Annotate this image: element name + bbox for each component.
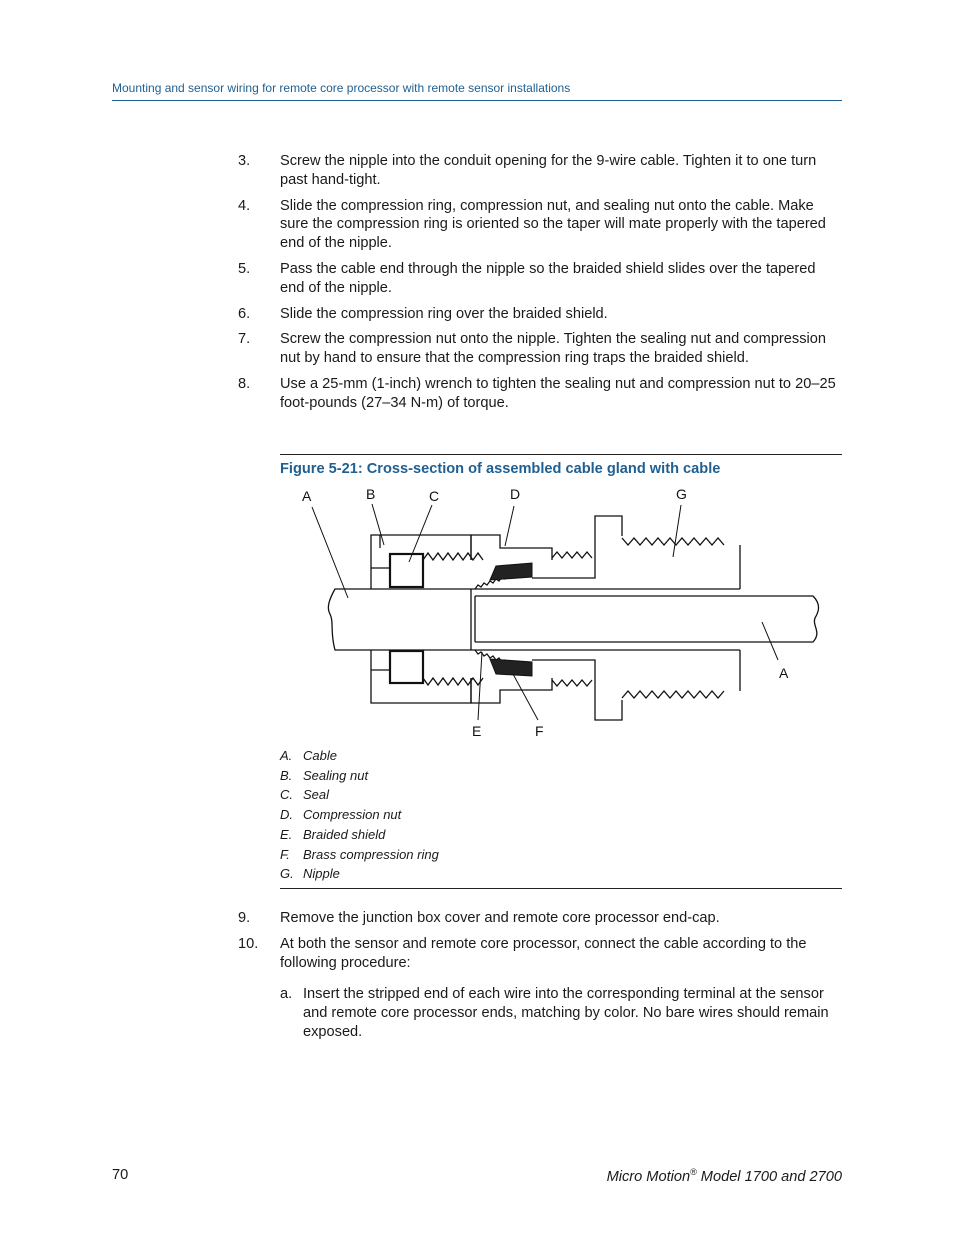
- legend-label: Cable: [303, 748, 337, 763]
- step-item: [238, 909, 842, 928]
- figure-title: Figure 5-21: Cross-section of assembled cable gland with cable: [280, 461, 721, 477]
- callout-d: D: [510, 486, 521, 502]
- step-number: 9.: [238, 910, 251, 926]
- step-text: Pass the cable end through the nipple so the braided shield slides over the tapered end of the nipple.: [280, 260, 816, 296]
- legend-item: [280, 785, 439, 805]
- step-text: Slide the compression ring, compression nut, and sealing nut onto the cable. Make sure the compression ring is oriented so the taper will mate properly with the tapered end of the nipple.: [280, 197, 826, 252]
- callout-b: B: [366, 486, 376, 502]
- footer-registered-mark: ®: [690, 1167, 697, 1177]
- steps-list-before: [238, 152, 842, 420]
- callout-e: E: [472, 723, 482, 739]
- compression-ring-top: [490, 563, 532, 580]
- page-number: 70: [112, 1167, 129, 1183]
- legend-item: [280, 864, 439, 884]
- steps-list-after: [238, 909, 842, 1042]
- substep-item: [280, 985, 842, 1041]
- step-item: [238, 152, 842, 190]
- legend-label: Compression nut: [303, 807, 402, 823]
- step-number: 3.: [238, 153, 251, 169]
- legend-key: G.: [280, 866, 294, 882]
- substep-number: a.: [280, 986, 293, 1003]
- legend-label: Nipple: [303, 866, 340, 882]
- step-text: At both the sensor and remote core processor, connect the cable according to the following procedure:: [280, 935, 807, 971]
- callout-a-right: A: [779, 665, 789, 681]
- seal-bottom: [390, 651, 423, 683]
- step-text: Remove the junction box cover and remote core processor end-cap.: [280, 910, 720, 926]
- legend-label: Seal: [303, 787, 330, 803]
- step-item: [238, 197, 842, 253]
- legend-key: B.: [280, 767, 293, 783]
- legend-label: Braided shield: [303, 826, 386, 842]
- legend-key: F.: [280, 846, 290, 862]
- callout-a-top: A: [302, 488, 312, 504]
- callout-c: C: [429, 488, 440, 504]
- running-header: Mounting and sensor wiring for remote core processor with remote sensor installations: [112, 81, 571, 95]
- footer-brand: Micro Motion: [606, 1168, 691, 1185]
- step-number: 7.: [238, 331, 251, 348]
- legend-key: C.: [280, 787, 293, 803]
- step-text: Screw the nipple into the conduit opening for the 9-wire cable. Tighten it to one turn past hand-tight.: [280, 153, 817, 188]
- legend-item: [280, 766, 439, 786]
- legend-item: [280, 805, 439, 825]
- step-text: Slide the compression ring over the braided shield.: [280, 305, 608, 322]
- step-number: 10.: [238, 935, 259, 952]
- step-text: Screw the compression nut onto the nipple. Tighten the sealing nut and compression nut by hand to ensure that the compression ring traps the braided shield.: [280, 331, 826, 367]
- callout-g: G: [676, 486, 687, 502]
- step-item: [238, 935, 842, 973]
- figure-bottom-rule: [280, 888, 842, 889]
- figure-legend: [280, 746, 439, 884]
- legend-label: Brass compression ring: [303, 846, 439, 862]
- step-number: 8.: [238, 375, 251, 392]
- footer-title: [607, 1167, 842, 1185]
- legend-key: E.: [280, 826, 293, 842]
- step-item: [238, 375, 842, 413]
- step-item: [238, 330, 842, 368]
- footer-model: Model 1700 and 2700: [696, 1168, 842, 1185]
- step-number: 5.: [238, 260, 251, 277]
- callout-f: F: [535, 723, 544, 739]
- cable-gland-diagram: [280, 482, 840, 744]
- legend-item: [280, 845, 439, 865]
- seal-top: [390, 554, 423, 587]
- header-rule: [112, 100, 842, 101]
- step-item: [238, 260, 842, 298]
- compression-ring-bottom: [490, 659, 532, 676]
- step-text: Use a 25-mm (1-inch) wrench to tighten the sealing nut and compression nut to 20–25 foot-pounds (27–34 N-m) of torque.: [280, 375, 836, 411]
- legend-key: D.: [280, 807, 293, 823]
- legend-label: Sealing nut: [303, 767, 369, 783]
- figure-top-rule: [280, 454, 842, 455]
- legend-key: A.: [280, 748, 293, 763]
- step-number: 6.: [238, 305, 251, 322]
- legend-item: [280, 825, 439, 845]
- legend-item: [280, 746, 439, 766]
- substep-text: Insert the stripped end of each wire into the corresponding terminal at the sensor and remote core processor ends, matching by color. No bare wires should remain exposed.: [303, 986, 829, 1040]
- step-item: [238, 305, 842, 324]
- step-number: 4.: [238, 197, 251, 214]
